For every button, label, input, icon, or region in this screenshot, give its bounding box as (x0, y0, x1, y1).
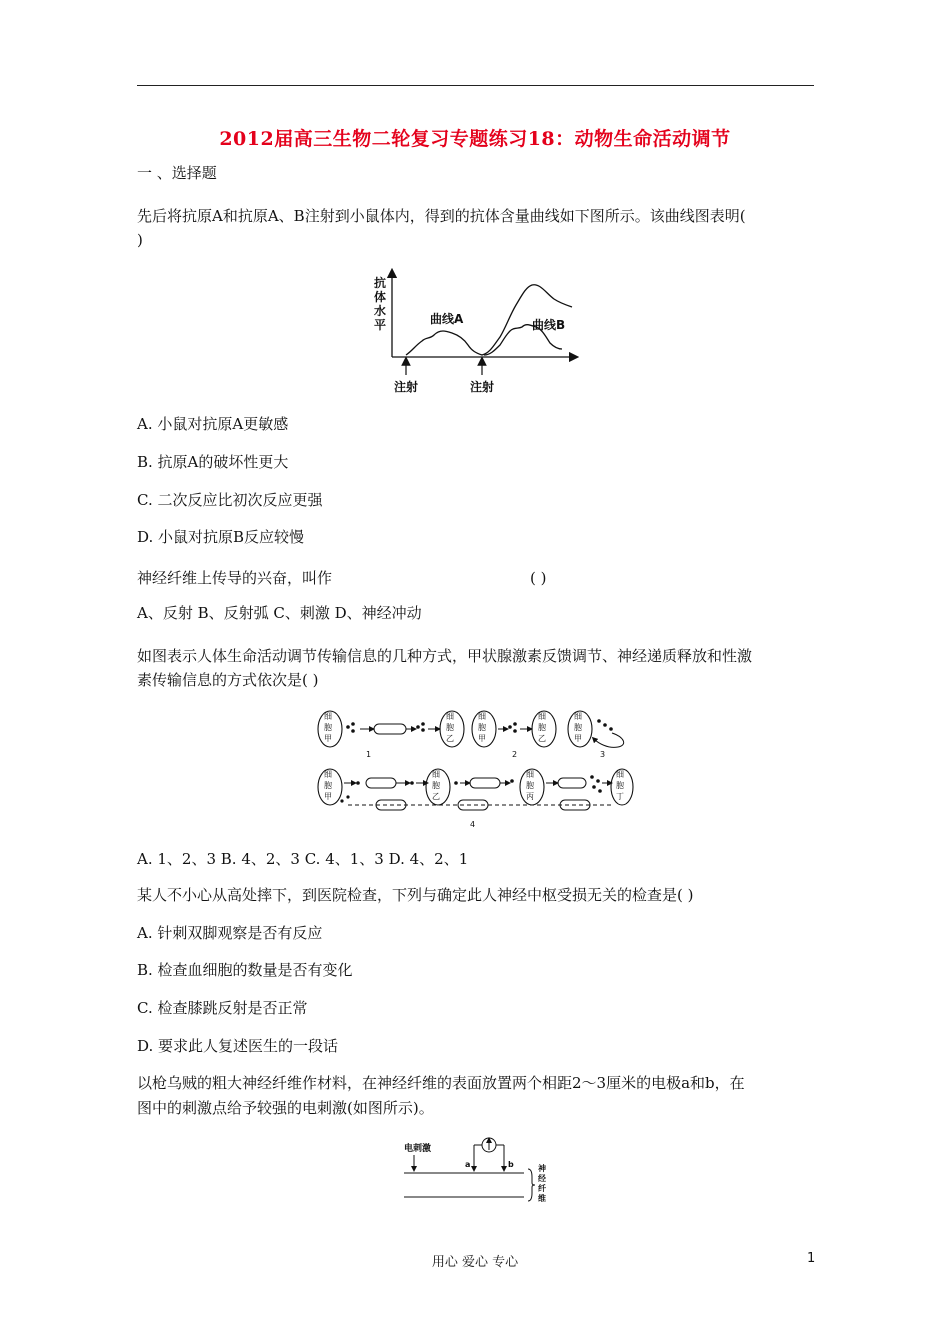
q2-answer-paren: ( ) (530, 569, 547, 587)
svg-text:胞: 胞 (324, 781, 332, 790)
y-label-char: 平 (374, 318, 387, 332)
q5-stem-line-1: 以枪乌贼的粗大神经纤维作材料，在神经纤维的表面放置两个相距2～3厘米的电极a和b，在 (137, 1074, 745, 1092)
mode-label-1: 1 (366, 750, 372, 759)
q3-stem-line-2: 素传输信息的方式依次是( ) (137, 671, 319, 689)
page-title: 2012届高三生物二轮复习专题练习18：动物生命活动调节 (219, 128, 731, 150)
blood-vessel (366, 778, 396, 788)
electrode-b-label: b (508, 1160, 514, 1169)
section-heading: 一 、选择题 (137, 164, 217, 182)
mode-label-4: 4 (470, 820, 476, 829)
q1-option-a: A. 小鼠对抗原A更敏感 (137, 415, 289, 433)
q1-option-b: B. 抗原A的破坏性更大 (137, 453, 289, 471)
q4-stem: 某人不小心从高处摔下，到医院检查，下列与确定此人神经中枢受损无关的检查是( ) (137, 886, 694, 904)
blood-vessel (374, 724, 406, 734)
stimulus-label: 电刺激 (404, 1144, 432, 1154)
q1-option-c: C. 二次反应比初次反应更强 (137, 491, 323, 509)
svg-text:甲: 甲 (324, 792, 332, 801)
svg-text:胞: 胞 (616, 781, 624, 790)
svg-text:胞: 胞 (446, 723, 454, 732)
svg-text:细: 细 (574, 712, 582, 721)
electrode-a-label: a (465, 1160, 471, 1169)
q2-options: A、反射 B、反射弧 C、刺激 D、神经冲动 (137, 604, 422, 622)
q4-option-b: B. 检查血细胞的数量是否有变化 (137, 961, 353, 979)
q4-option-a: A. 针刺双脚观察是否有反应 (137, 924, 323, 942)
svg-text:胞: 胞 (526, 781, 534, 790)
curve-a-label: 曲线A (430, 312, 464, 326)
blood-vessel (558, 778, 586, 788)
svg-text:细: 细 (432, 770, 440, 779)
svg-text:神: 神 (538, 1164, 546, 1173)
mode-label-3: 3 (600, 750, 606, 759)
svg-text:乙: 乙 (446, 734, 454, 743)
q1-stem-line-1: 先后将抗原A和抗原A、B注射到小鼠体内，得到的抗体含量曲线如下图所示。该曲线图表明( (137, 207, 746, 225)
svg-text:胞: 胞 (324, 723, 332, 732)
q4-option-c: C. 检查膝跳反射是否正常 (137, 999, 308, 1017)
svg-text:细: 细 (478, 712, 486, 721)
y-label-char: 体 (374, 290, 387, 304)
q3-stem-line-1: 如图表示人体生命活动调节传输信息的几种方式，甲状腺激素反馈调节、神经递质释放和性激 (137, 647, 753, 665)
q3-options: A. 1、2、3 B. 4、2、3 C. 4、1、3 D. 4、2、1 (137, 850, 469, 868)
q5-stem-line-2: 图中的刺激点给予较强的电刺激(如图所示)。 (137, 1099, 434, 1117)
svg-text:纤: 纤 (538, 1184, 546, 1193)
q2-stem: 神经纤维上传导的兴奋，叫作 (137, 569, 333, 587)
svg-text:维: 维 (538, 1194, 546, 1203)
antibody-curve-figure (360, 265, 590, 400)
svg-text:乙: 乙 (538, 734, 546, 743)
y-label-char: 抗 (374, 276, 387, 290)
svg-text:胞: 胞 (538, 723, 546, 732)
svg-text:胞: 胞 (432, 781, 440, 790)
y-label-char: 水 (374, 304, 387, 318)
svg-text:胞: 胞 (478, 723, 486, 732)
curve-b-label: 曲线B (532, 318, 566, 332)
svg-text:乙: 乙 (432, 792, 440, 801)
svg-text:细: 细 (526, 770, 534, 779)
nerve-fiber-figure (400, 1133, 560, 1208)
inject-label-1: 注射 (394, 380, 419, 394)
svg-text:细: 细 (616, 770, 624, 779)
svg-text:甲: 甲 (324, 734, 332, 743)
svg-text:细: 细 (324, 712, 332, 721)
svg-text:细: 细 (324, 770, 332, 779)
svg-text:丁: 丁 (616, 792, 624, 801)
svg-text:丙: 丙 (526, 792, 534, 801)
svg-text:甲: 甲 (478, 734, 486, 743)
signaling-modes-figure (312, 703, 642, 833)
svg-text:细: 细 (446, 712, 454, 721)
q1-option-d: D. 小鼠对抗原B反应较慢 (137, 528, 305, 546)
mode-label-2: 2 (512, 750, 518, 759)
q4-option-d: D. 要求此人复述医生的一段话 (137, 1037, 339, 1055)
svg-text:经: 经 (538, 1174, 546, 1183)
svg-text:甲: 甲 (574, 734, 582, 743)
inject-label-2: 注射 (470, 380, 495, 394)
page-footer: 用心 爱心 专心 (431, 1255, 519, 1270)
header-rule (137, 85, 814, 86)
blood-vessel (470, 778, 500, 788)
page-number: 1 (807, 1251, 816, 1266)
svg-text:胞: 胞 (574, 723, 582, 732)
svg-text:细: 细 (538, 712, 546, 721)
q1-stem-line-2: ) (137, 231, 143, 249)
